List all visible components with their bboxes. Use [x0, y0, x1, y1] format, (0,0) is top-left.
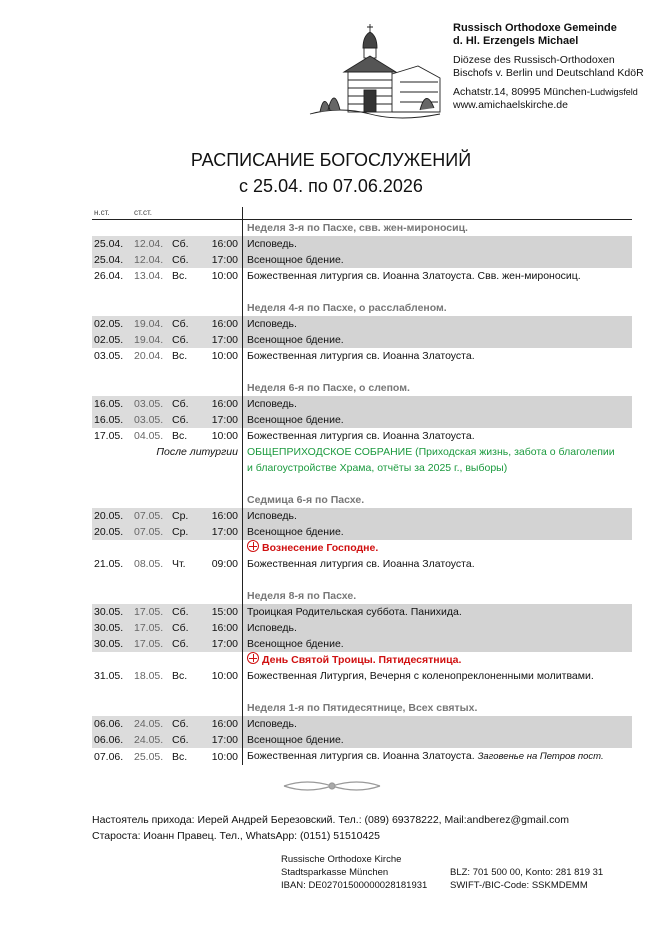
service-text: Исповедь.	[247, 238, 297, 250]
spacer-row	[92, 684, 632, 700]
service-time: 10:00	[200, 748, 243, 765]
announcement-text: ОБЩЕПРИХОДСКОЕ СОБРАНИЕ (Приходская жизнь, забота о благолепии	[247, 446, 615, 458]
service-text: Всенощное бдение.	[247, 414, 344, 426]
week-heading-row	[92, 492, 632, 508]
service-name	[243, 428, 633, 444]
week-heading-row	[92, 700, 632, 716]
service-name	[243, 332, 633, 348]
service-text: Исповедь.	[247, 718, 297, 730]
service-text: Божественная литургия св. Иоанна Златоуста.	[247, 750, 475, 762]
date-new: 20.05.	[92, 508, 132, 524]
service-name	[243, 668, 633, 684]
weekday: Сб.	[170, 716, 200, 732]
announcement-row	[92, 444, 632, 460]
service-text: Исповедь.	[247, 318, 297, 330]
schedule-row	[92, 524, 632, 540]
schedule-row	[92, 412, 632, 428]
blz: BLZ: 701 500 00, Konto: 281 819 31	[450, 867, 604, 878]
parish-header	[453, 22, 644, 112]
service-time: 16:00	[200, 508, 243, 524]
service-text: Всенощное бдение.	[247, 638, 344, 650]
warden-contact: Староста: Иоанн Правец. Тел., WhatsApp: (0151) 51510425	[92, 830, 380, 842]
week-heading-row	[92, 300, 632, 316]
service-name	[243, 508, 633, 524]
service-text: Троицкая Родительская суббота. Панихида.	[247, 606, 462, 618]
service-text: Всенощное бдение.	[247, 734, 344, 746]
date-new: 30.05.	[92, 604, 132, 620]
date-new: 26.04.	[94, 270, 124, 282]
date-old: 17.05.	[132, 636, 170, 652]
service-time: 10:00	[200, 268, 243, 284]
date-old: 12.04.	[132, 236, 170, 252]
announcement-label: После литургии	[92, 444, 243, 460]
service-time: 17:00	[200, 524, 243, 540]
date-old: 18.05.	[134, 670, 164, 682]
schedule-row	[92, 348, 632, 364]
spacer-row	[92, 364, 632, 380]
week-heading-row	[92, 380, 632, 396]
service-text: Божественная Литургия, Вечерня с коленопреклоненными молитвами.	[247, 670, 594, 682]
schedule-row	[92, 268, 632, 284]
service-name	[243, 268, 633, 284]
date-old: 07.05.	[132, 508, 170, 524]
bank: Stadtsparkasse München	[281, 867, 389, 878]
feast-row	[92, 540, 632, 556]
date-new: 25.04.	[92, 252, 132, 268]
weekday: Сб.	[170, 412, 200, 428]
schedule-row	[92, 668, 632, 684]
weekday: Сб.	[170, 316, 200, 332]
service-name	[243, 620, 633, 636]
contacts	[92, 812, 569, 844]
service-name	[243, 556, 633, 572]
date-new: 31.05.	[94, 670, 124, 682]
church-drawing-icon	[300, 22, 448, 122]
spacer-row	[92, 476, 632, 492]
schedule-row	[92, 732, 632, 748]
weekday: Сб.	[170, 396, 200, 412]
weekday: Ср.	[170, 508, 200, 524]
service-time: 16:00	[200, 396, 243, 412]
col-old-style: ст.ст.	[132, 207, 170, 220]
parish-name-2: d. Hl. Erzengels Michael	[453, 35, 579, 47]
schedule-row	[92, 252, 632, 268]
date-old: 13.04.	[134, 270, 164, 282]
bic: SWIFT-/BIC-Code: SSKMDEMM	[450, 880, 588, 891]
service-text: Всенощное бдение.	[247, 334, 344, 346]
service-text: Всенощное бдение.	[247, 526, 344, 538]
address: Achatstr.14, 80995 München-Ludwigsfeld	[453, 86, 638, 98]
col-new-style: н.ст.	[92, 207, 132, 220]
service-text: Исповедь.	[247, 622, 297, 634]
schedule-row	[92, 428, 632, 444]
schedule-row	[92, 620, 632, 636]
date-old: 20.04.	[134, 350, 164, 362]
weekday: Вс.	[172, 670, 188, 682]
date-old: 17.05.	[132, 620, 170, 636]
ornament-divider-icon	[282, 776, 382, 796]
date-new: 25.04.	[92, 236, 132, 252]
date-new: 21.05.	[94, 558, 124, 570]
page-subtitle: с 25.04. по 07.06.2026	[239, 176, 423, 196]
schedule-row	[92, 748, 632, 765]
schedule-row	[92, 508, 632, 524]
date-new: 30.05.	[92, 636, 132, 652]
weekday: Вс.	[172, 350, 188, 362]
feast-text: Вознесение Господне.	[262, 542, 379, 554]
schedule-row	[92, 316, 632, 332]
week-heading: Неделя 8-я по Пасхе.	[247, 590, 357, 602]
service-name	[243, 412, 633, 428]
date-old: 03.05.	[132, 412, 170, 428]
week-heading-row	[92, 588, 632, 604]
weekday: Сб.	[170, 252, 200, 268]
date-new: 06.06.	[92, 732, 132, 748]
feast-text: День Святой Троицы. Пятидесятница.	[262, 654, 462, 666]
date-new: 07.06.	[94, 750, 124, 763]
table-header	[92, 207, 632, 220]
weekday: Сб.	[170, 732, 200, 748]
parish-name: Russisch Orthodoxe Gemeinde	[453, 22, 617, 34]
week-heading: Седмица 6-я по Пасхе.	[247, 494, 365, 506]
service-time: 16:00	[200, 716, 243, 732]
week-heading: Неделя 3-я по Пасхе, свв. жен-мироносиц.	[247, 222, 468, 234]
weekday: Сб.	[170, 636, 200, 652]
date-new: 17.05.	[94, 430, 124, 442]
date-old: 19.04.	[132, 332, 170, 348]
weekday: Чт.	[172, 558, 186, 570]
service-name	[243, 236, 633, 252]
cross-circle-icon	[247, 652, 259, 664]
announcement-label	[92, 460, 243, 476]
service-time: 17:00	[200, 252, 243, 268]
weekday: Вс.	[172, 750, 188, 763]
service-name	[243, 604, 633, 620]
bank-details	[281, 853, 427, 892]
date-new: 20.05.	[92, 524, 132, 540]
date-new: 02.05.	[92, 316, 132, 332]
bank-name: Russische Orthodoxe Kirche	[281, 854, 402, 865]
week-heading: Неделя 4-я по Пасхе, о расслабленом.	[247, 302, 447, 314]
date-new: 30.05.	[92, 620, 132, 636]
cross-circle-icon	[247, 540, 259, 552]
date-new: 03.05.	[94, 350, 124, 362]
schedule-row	[92, 556, 632, 572]
date-old: 24.05.	[132, 732, 170, 748]
date-old: 25.05.	[134, 750, 164, 763]
spacer-row	[92, 284, 632, 300]
date-new: 06.06.	[92, 716, 132, 732]
rector-contact: Настоятель прихода: Иерей Андрей Березовский. Тел.: (089) 69378222, Mail:andberez@gmail.com	[92, 814, 569, 826]
service-time: 10:00	[200, 668, 243, 684]
schedule-row	[92, 236, 632, 252]
weekday: Сб.	[170, 236, 200, 252]
service-time: 17:00	[200, 412, 243, 428]
service-name	[243, 524, 633, 540]
weekday: Сб.	[170, 620, 200, 636]
website: www.amichaelskirche.de	[453, 99, 568, 111]
weekday: Сб.	[170, 604, 200, 620]
weekday: Вс.	[172, 270, 188, 282]
service-text: Исповедь.	[247, 398, 297, 410]
service-time: 17:00	[200, 332, 243, 348]
service-text: Всенощное бдение.	[247, 254, 344, 266]
diocese-2: Bischofs v. Berlin und Deutschland KdöR	[453, 67, 644, 79]
schedule-row	[92, 604, 632, 620]
page-title: РАСПИСАНИЕ БОГОСЛУЖЕНИЙ	[190, 150, 472, 170]
service-text: Божественная литургия св. Иоанна Златоуста.	[247, 350, 475, 362]
service-time: 16:00	[200, 236, 243, 252]
date-old: 08.05.	[134, 558, 164, 570]
service-name	[243, 748, 633, 765]
schedule-row	[92, 636, 632, 652]
date-old: 03.05.	[132, 396, 170, 412]
date-old: 24.05.	[132, 716, 170, 732]
week-heading: Неделя 6-я по Пасхе, о слепом.	[247, 382, 410, 394]
schedule-row	[92, 332, 632, 348]
service-time: 17:00	[200, 636, 243, 652]
bank-codes	[450, 866, 603, 892]
service-time: 15:00	[200, 604, 243, 620]
date-new: 16.05.	[92, 396, 132, 412]
date-old: 17.05.	[132, 604, 170, 620]
week-heading-row	[92, 220, 632, 237]
date-old: 04.05.	[134, 430, 164, 442]
service-time: 17:00	[200, 732, 243, 748]
date-new: 16.05.	[92, 412, 132, 428]
date-old: 19.04.	[132, 316, 170, 332]
date-old: 07.05.	[132, 524, 170, 540]
weekday: Сб.	[170, 332, 200, 348]
schedule-row	[92, 396, 632, 412]
service-name	[243, 252, 633, 268]
service-time: 10:00	[200, 428, 243, 444]
iban: IBAN: DE02701500000028181931	[281, 880, 428, 891]
date-new: 02.05.	[92, 332, 132, 348]
service-name	[243, 396, 633, 412]
service-text: Божественная литургия св. Иоанна Златоуста.	[247, 558, 475, 570]
date-old: 12.04.	[132, 252, 170, 268]
service-text: Божественная литургия св. Иоанна Златоуста. Свв. жен-мироносиц.	[247, 270, 581, 282]
service-name	[243, 636, 633, 652]
week-heading: Неделя 1-я по Пятидесятнице, Всех святых.	[247, 702, 478, 714]
service-text: Исповедь.	[247, 510, 297, 522]
service-time: 16:00	[200, 316, 243, 332]
service-text: Божественная литургия св. Иоанна Златоуста.	[247, 430, 475, 442]
service-time: 10:00	[200, 348, 243, 364]
feast-row	[92, 652, 632, 668]
weekday: Ср.	[170, 524, 200, 540]
service-name	[243, 716, 633, 732]
schedule-row	[92, 716, 632, 732]
service-name	[243, 348, 633, 364]
schedule-table	[92, 207, 632, 765]
service-time: 09:00	[200, 556, 243, 572]
weekday: Вс.	[172, 430, 188, 442]
announcement-text: и благоустройстве Храма, отчёты за 2025 г., выборы)	[247, 462, 508, 474]
diocese: Diözese des Russisch-Orthodoxen	[453, 54, 615, 66]
service-note: Заговенье на Петров пост.	[477, 751, 604, 762]
service-name	[243, 316, 633, 332]
service-name	[243, 732, 633, 748]
feast-name	[243, 652, 633, 668]
spacer-row	[92, 572, 632, 588]
feast-name	[243, 540, 633, 556]
service-time: 16:00	[200, 620, 243, 636]
announcement-row	[92, 460, 632, 476]
